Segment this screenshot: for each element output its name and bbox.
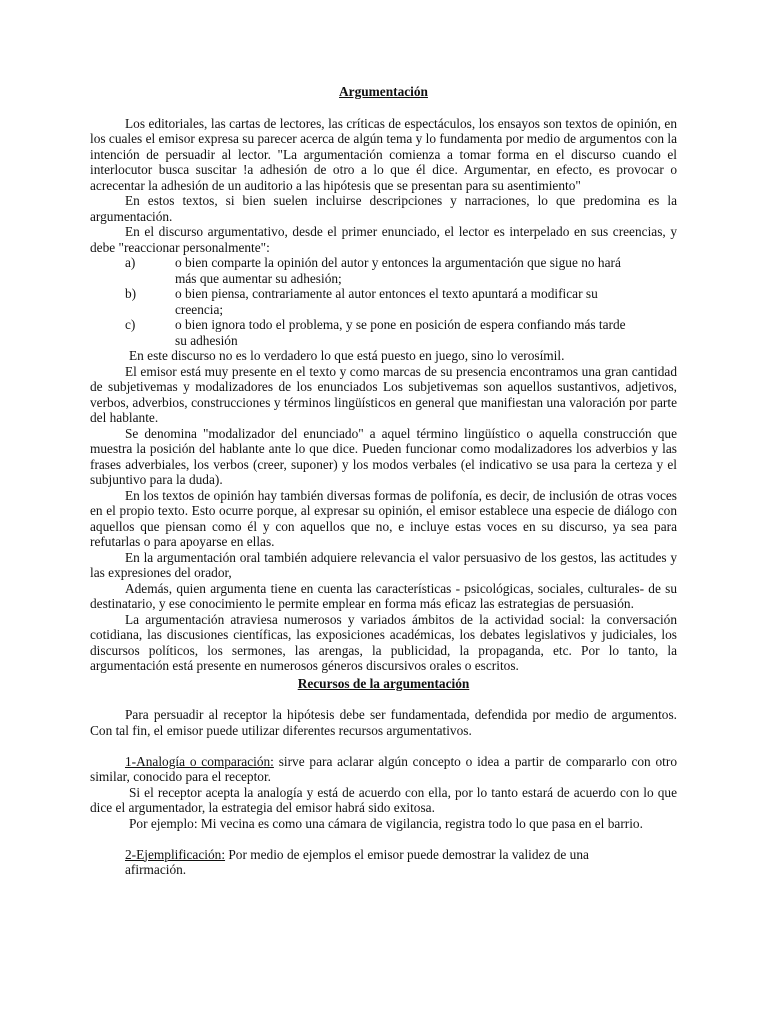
- document-page: [90, 84, 677, 878]
- list-marker: a): [125, 255, 136, 270]
- list-text: o bien ignora todo el problema, y se pone en posición de espera confiando más tarde su adhesión: [175, 317, 626, 348]
- analogy-label: 1-Analogía o comparación:: [125, 753, 274, 769]
- paragraph-ejemplificacion: [90, 847, 677, 878]
- analogy-text: sirve para aclarar algún concepto o idea a partir de compararlo con otro similar, conocido para el receptor.: [90, 753, 677, 784]
- reaction-list: [90, 255, 677, 348]
- paragraph-intro: Los editoriales, las cartas de lectores, las críticas de espectáculos, los ensayos son textos de opinión, en los cuales el emisor expresa su parecer acerca de algún tema y lo fundamenta por medio de argumentos con la intención de persuadir al lector. "La argumentación comienza a tomar forma en el discurso cuando el interlocutor busca suscitar !a adhesión de otro a lo que él dice. Argumentar, en efecto, es provocar o acrecentar la adhesión de un auditorio a las hipótesis que se presentan para su asentimiento": [90, 115, 678, 193]
- list-marker: b): [125, 286, 137, 301]
- paragraph-analogia-2: Si el receptor acepta la analogía y está de acuerdo con ella, por lo tanto estará de acuerdo con lo que dice el argumentador, la estrategia del emisor habrá sido exitosa.: [90, 784, 677, 815]
- page-title: Argumentación: [339, 84, 428, 99]
- paragraph-discourse: En el discurso argumentativo, desde el primer enunciado, el lector es interpelado en sus creencias, y debe "reaccionar personalmente":: [90, 224, 677, 255]
- paragraph-modalizador: Se denomina "modalizador del enunciado" a aquel término lingüístico o aquella construcción que muestra la posición del hablante ante lo que dice. Pueden funcionar como modalizadores los adverbios y las frases adverbiales, los verbos (creer, suponer) y los modos verbales (el indicativo se usa para la certeza y el subjuntivo para la duda).: [90, 425, 677, 487]
- paragraph-oral: En la argumentación oral también adquiere relevancia el valor persuasivo de los gestos, las actitudes y las expresiones del orador,: [90, 549, 677, 580]
- list-item: [90, 255, 677, 286]
- paragraph-analogia: [90, 754, 677, 785]
- paragraph-analogia-ejemplo: Por ejemplo: Mi vecina es como una cámara de vigilancia, registra todo lo que pasa en el barrio.: [129, 815, 643, 831]
- list-marker: c): [125, 317, 136, 332]
- section-title: Recursos de la argumentación: [297, 675, 470, 691]
- example-text: Por medio de ejemplos el emisor puede demostrar la validez de una afirmación.: [125, 846, 589, 877]
- paragraph-verosimil: En este discurso no es lo verdadero lo que está puesto en juego, sino lo verosímil.: [129, 348, 565, 363]
- paragraph-destinatario: Además, quien argumenta tiene en cuenta las características - psicológicas, sociales, culturales- de su destinatario, y ese conocimiento le permite emplear en forma más eficaz las estrategias de persuasión.: [90, 580, 677, 611]
- list-text: o bien comparte la opinión del autor y entonces la argumentación que sigue no hará más que aumentar su adhesión;: [175, 255, 621, 286]
- paragraph-recursos-intro: Para persuadir al receptor la hipótesis debe ser fundamentada, defendida por medio de argumentos. Con tal fin, el emisor puede utilizar diferentes recursos argumentativos.: [90, 707, 677, 738]
- paragraph-polifonia: En los textos de opinión hay también diversas formas de polifonía, es decir, de inclusión de otras voces en el propio texto. Esto ocurre porque, al expresar su opinión, el emisor establece una especie de diálogo con aquellos que piensan como él y con aquellos que no, e incluye estas voces en su discurso, ya sea para refutarlas o para apoyarse en ellas.: [90, 487, 677, 549]
- paragraph-subjetivemas: El emisor está muy presente en el texto y como marcas de su presencia encontramos una gran cantidad de subjetivemas y modalizadores de los enunciados Los subjetivemas son aquellos sustantivos, adjetivos, verbos, adverbios, construcciones y términos lingüísticos en general que manifiestan una valoración por parte del hablante.: [90, 363, 677, 425]
- list-item: [90, 286, 677, 317]
- list-item: [90, 317, 677, 348]
- list-text: o bien piensa, contrariamente al autor entonces el texto apuntará a modificar su creencia;: [175, 286, 598, 317]
- paragraph-predominance: En estos textos, si bien suelen incluirse descripciones y narraciones, lo que predomina es la argumentación.: [90, 193, 677, 224]
- paragraph-ambitos: La argumentación atraviesa numerosos y variados ámbitos de la actividad social: la conversación cotidiana, las discusiones científicas, las exposiciones académicas, los debates legislativos y judiciales, los discursos políticos, los sermones, las arengas, la publicidad, la propaganda, etc. Por lo tanto, la argumentación está presente en numerosos géneros discursivos orales o escritos.: [90, 611, 677, 673]
- example-label: 2-Ejemplificación:: [125, 846, 226, 862]
